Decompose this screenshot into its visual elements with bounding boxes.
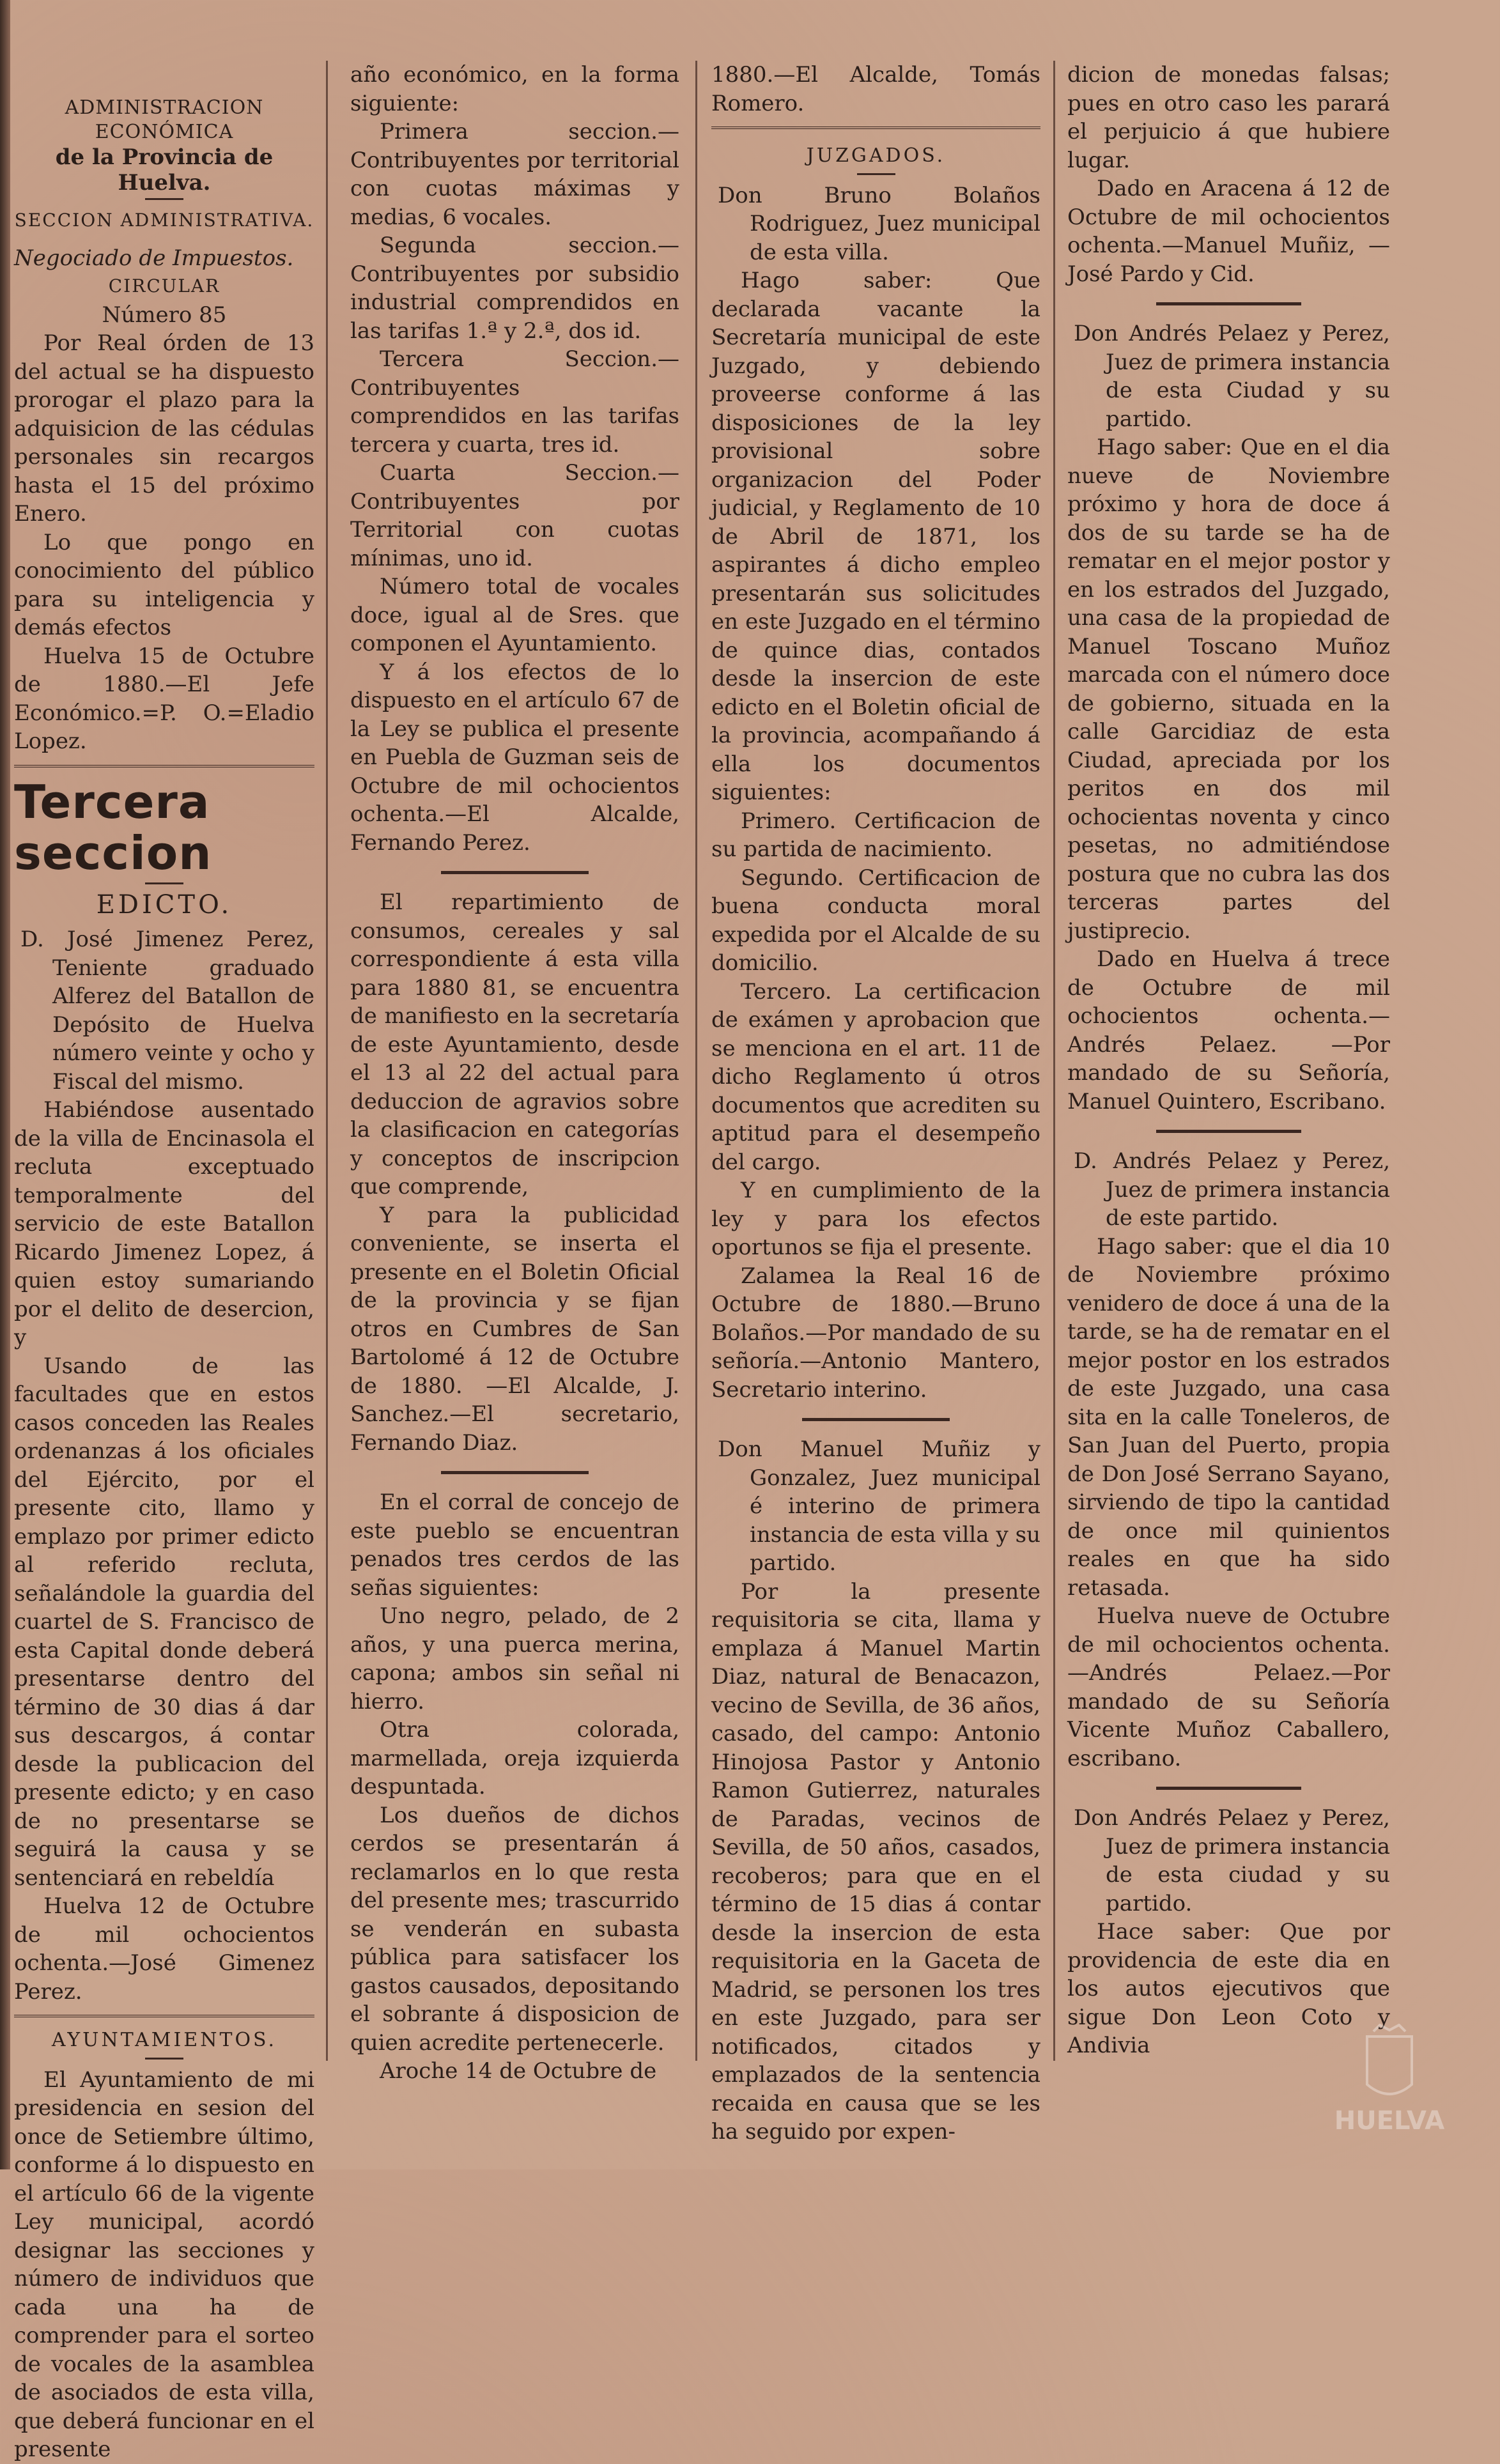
column-4 (1067, 61, 1390, 2060)
paragraph: Don Andrés Pelaez y Perez, Juez de primera instancia de esta Ciudad y su partido. (1074, 321, 1390, 432)
paragraph: En el corral de concejo de este pueblo se encuentran penados tres cerdos de las señas siguientes: (350, 1490, 679, 1601)
divider (145, 882, 183, 884)
paragraph: Por la presente requisitoria se cita, llama y emplaza á Manuel Martin Diaz, natural de Benacazon, vecino de Sevilla, de 36 años, casado, del campo: Antonio Hinojosa Pastor y Antonio Ramon Gutierrez, naturales de Paradas, vecinos de Sevilla, de 50 años, casados, recoberos; para que en el término de 15 dias á contar desde la insercion de esta requisitoria en la Gaceta de Madrid, se personen los tres en este Juzgado, para ser notificados, citados y emplazados de la sentencia recaida en causa que se les ha seguido por expen- (711, 1578, 1040, 2144)
watermark-text: HUELVA (1334, 2106, 1445, 2136)
paragraph: Don Manuel Muñiz y Gonzalez, Juez municipal é interino de primera instancia de esta villa y su partido. (718, 1436, 1040, 1576)
circular-signature: Huelva 15 de Octubre de 1880.—El Jefe Económico.=P. O.=Eladio Lopez. (14, 643, 314, 754)
divider (14, 765, 314, 767)
paragraph: El repartimiento de consumos, cereales y sal correspondiente á esta villa para 1880 81, se encuentra de manifiesto en la secretaría de este Ayuntamiento, desde el 13 al 22 del actual para deduccion de agravios sobre la clasificacion en categorías y conceptos de inscripcion que comprende, (350, 889, 679, 1199)
paragraph: Y para la publicidad conveniente, se inserta el presente en el Boletin Oficial de la provincia y se fijan otros en Cumbres de San Bartolomé á 12 de Octubre de 1880. —El Alcalde, J. Sanchez.—El secretario, Fernando Diaz. (350, 1202, 679, 1456)
paragraph: Primero. Certificacion de su partida de nacimiento. (711, 808, 1040, 862)
paragraph: Hago saber: que el dia 10 de Noviembre próximo venidero de doce á una de la tarde, se ha de rematar en el mejor postor en los estrados de este Juzgado, una casa sita en la calle Toneleros, de San Juan del Puerto, propia de Don José Serrano Sayano, sirviendo de tipo la cantidad de once mil quinientos reales en que ha sido retasada. (1067, 1233, 1390, 1601)
page-edge (0, 0, 10, 2169)
edicto-heading: EDICTO. (96, 889, 233, 920)
paragraph: Tercera Seccion.—Contribuyentes comprendidos en las tarifas tercera y cuarta, tres id. (350, 346, 679, 458)
divider (441, 871, 589, 874)
divider (1156, 1787, 1301, 1790)
paragraph: Y á los efectos de lo dispuesto en el artículo 67 de la Ley se publica el presente en Puebla de Guzman seis de Octubre de mil ochocientos ochenta.—El Alcalde, Fernando Perez. (350, 659, 679, 856)
circular-body-2: Lo que pongo en conocimiento del público para su inteligencia y demás efectos (14, 529, 314, 640)
column-2 (350, 61, 679, 2086)
edicto-paragraph: Usando de las facultades que en estos casos conceden las Reales ordenanzas á los oficiales del Ejército, por el presente cito, llamo y emplazo por primer edicto al referido recluta, señalándole la guardia del cuartel de S. Francisco de esta Capital donde deberá presentarse dentro del término de 30 dias á dar sus descargos, á contar desde la publicacion del presente edicto; y en caso de no presentarse se seguirá la causa y se sentenciará en rebeldía (14, 1353, 314, 1891)
paragraph: Primera seccion.—Contribuyentes por territorial con cuotas máximas y medias, 6 vocales. (350, 119, 679, 230)
divider (1156, 1130, 1301, 1133)
paragraph: Tercero. La certificacion de exámen y aprobacion que se menciona en el art. 11 de dicho Reglamento ú otros documentos que acrediten su aptitud para el desempeño del cargo. (711, 978, 1040, 1175)
edicto-signature: Huelva 12 de Octubre de mil ochocientos ochenta.—José Gimenez Perez. (14, 1893, 314, 2005)
paragraph: Cuarta Seccion.—Contribuyentes por Territorial con cuotas mínimas, uno id. (350, 460, 679, 571)
paragraph: Segundo. Certificacion de buena conducta moral expedida por el Alcalde de su domicilio. (711, 865, 1040, 976)
crown-icon (1373, 2025, 1405, 2031)
paragraph: Dado en Aracena á 12 de Octubre de mil ochocientos ochenta.—Manuel Muñiz, —José Pardo y Cid. (1067, 176, 1390, 287)
divider (857, 173, 895, 175)
paragraph: Hago saber: Que declarada vacante la Secretaría municipal de este Juzgado, y debiendo proveerse conforme á las disposiciones de la ley provisional sobre organizacion del Poder judicial, y Reglamento de 10 de Abril de 1871, los aspirantes á dicho empleo presentarán sus solicitudes en este Juzgado en el término de quince dias, contados desde la insercion de este edicto en el Boletin oficial de la provincia, acompañando á ella los documentos siguientes: (711, 268, 1040, 805)
paragraph: Uno negro, pelado, de 2 años, y una puerca merina, capona; ambos sin señal ni hierro. (350, 1603, 679, 1714)
column-rule (1053, 61, 1055, 2061)
column-rule (695, 61, 697, 2061)
paragraph: Segunda seccion.—Contribuyentes por subsidio industrial comprendidos en las tarifas 1.ª y 2.ª, dos id. (350, 233, 679, 344)
paragraph: D. Andrés Pelaez y Perez, Juez de primera instancia de este partido. (1074, 1148, 1390, 1231)
column-3 (711, 61, 1040, 2146)
paragraph: Número total de vocales doce, igual al de Sres. que componen el Ayuntamiento. (350, 574, 679, 656)
paragraph: Aroche 14 de Octubre de (380, 2058, 657, 2084)
column-1 (14, 96, 314, 2464)
edicto-intro: D. José Jimenez Perez, Teniente graduado Alferez del Batallon de Depósito de Huelva número veinte y ocho y Fiscal del mismo. (20, 927, 314, 1095)
edicto-paragraph: Habiéndose ausentado de la villa de Encinasola el recluta exceptuado temporalmente del servicio de este Batallon Ricardo Jimenez Lopez, á quien estoy sumariando por el delito de desercion, y (14, 1097, 314, 1350)
circular-body: Por Real órden de 13 del actual se ha dispuesto prorogar el plazo para la adquisicion de las cédulas personales sin recargos hasta el 15 del próximo Enero. (14, 330, 314, 527)
province-header: de la Provincia de Huelva. (55, 144, 274, 196)
paragraph: Otra colorada, marmellada, oreja izquierda despuntada. (350, 1717, 679, 1799)
paragraph: Dado en Huelva á trece de Octubre de mil ochocientos ochenta.—Andrés Pelaez. —Por mandado de su Señoría, Manuel Quintero, Escribano. (1067, 946, 1390, 1114)
ayuntamiento-paragraph: El Ayuntamiento de mi presidencia en sesion del once de Setiembre último, conforme á lo dispuesto en el artículo 66 de la vigente Ley municipal, acordó designar las secciones y número de individuos que cada una ha de comprender para el sorteo de vocales de la asamblea de asociados de esta villa, que deberá funcionar en el presente (14, 2067, 314, 2462)
paragraph: Zalamea la Real 16 de Octubre de 1880.—Bruno Bolaños.—Por mandado de su señoría.—Antonio Mantero, Secretario interino. (711, 1263, 1040, 1403)
divider (802, 1418, 950, 1421)
paragraph: Hago saber: Que en el dia nueve de Noviembre próximo y hora de doce á dos de su tarde se ha de rematar en el mejor postor y en los estrados del Juzgado, una casa de la propiedad de Manuel Toscano Muñoz marcada con el número doce de gobierno, situada en la calle Garcidiaz de esta Ciudad, apreciada por los peritos en dos mil ochocientas noventa y cinco pesetas, no admitiéndose postura que no cubra las dos terceras partes del justiprecio. (1067, 435, 1390, 944)
divider (1156, 302, 1301, 305)
admin-header: ADMINISTRACION ECONÓMICA (65, 96, 264, 143)
paragraph: Don Andrés Pelaez y Perez, Juez de primera instancia de esta ciudad y su partido. (1074, 1805, 1390, 1916)
paragraph: Hace saber: Que por providencia de este dia en los autos ejecutivos que sigue Don Leon Coto y Andivia (1067, 1919, 1390, 2058)
paragraph: año económico, en la forma siguiente: (350, 62, 679, 116)
negociado-title: Negociado de Impuestos. (14, 245, 294, 271)
paragraph: Huelva nueve de Octubre de mil ochocientos ochenta. —Andrés Pelaez.—Por mandado de su Señoría Vicente Muñoz Caballero, escribano. (1067, 1603, 1390, 1771)
ayuntamientos-heading: AYUNTAMIENTOS. (51, 2029, 277, 2051)
paragraph: Don Bruno Bolaños Rodriguez, Juez municipal de esta villa. (718, 182, 1040, 265)
column-rule (326, 61, 328, 2061)
paragraph: Y en cumplimiento de la ley y para los efectos oportunos se fija el presente. (711, 1178, 1040, 1260)
paragraph: Los dueños de dichos cerdos se presentarán á reclamarlos en lo que resta del presente mes; trascurrido se venderán en subasta pública para satisfacer los gastos causados, depositando el sobrante á disposicion de quien acredite pertenecerle. (350, 1802, 679, 2056)
tercera-seccion-heading: Tercera seccion (14, 774, 212, 880)
divider (145, 2058, 183, 2060)
divider (711, 127, 1040, 129)
huelva-watermark-logo (1322, 2024, 1457, 2139)
shield-icon (1367, 2037, 1412, 2094)
divider (441, 1471, 589, 1474)
circular-label: CIRCULAR (108, 275, 220, 296)
section-header: SECCION ADMINISTRATIVA. (14, 210, 314, 231)
juzgados-heading: JUZGADOS. (806, 144, 946, 167)
paragraph: 1880.—El Alcalde, Tomás Romero. (711, 62, 1040, 116)
circular-number: Número 85 (102, 302, 227, 328)
divider (14, 2015, 314, 2017)
divider (145, 198, 183, 200)
paragraph: dicion de monedas falsas; pues en otro caso les parará el perjuicio á que hubiere lugar. (1067, 62, 1390, 173)
